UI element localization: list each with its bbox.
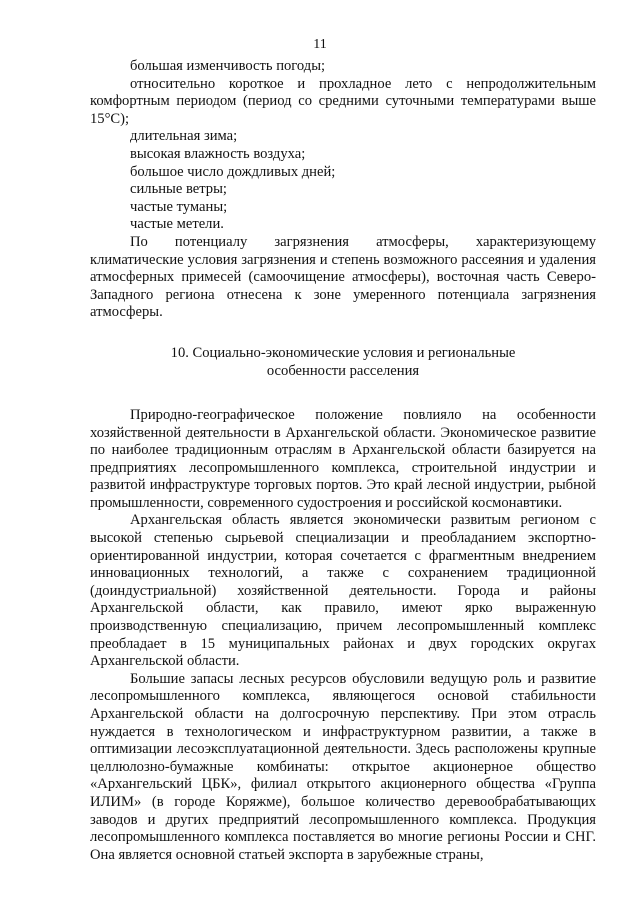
list-item: частые метели. (130, 216, 224, 233)
list-item: большая изменчивость погоды; (130, 58, 326, 74)
paragraph-pollution: По потенциалу загрязнения атмосферы, характеризующему климатические условия загрязнения и степень возможного рассеяния и удаления атмосферных примесей (самоочищение атмосферы), восточная часть Северо-Западного региона отнесена к зоне умеренного потенциала загрязнения атмосферы. (90, 233, 596, 321)
list-item: длительная зима; (130, 128, 238, 145)
list-item: большое число дождливых дней; (130, 163, 336, 180)
paragraph: Природно-географическое положение повлияло на особенности хозяйственной деятельности в Архангельской области. Экономическое развитие по наиболее традиционным отраслям в Архангельской области базируется на предприятиях лесопромышленного комплекса, строительной индустрии и развитой инфраструктуре торговых портов. Это край лесной индустрии, рыбной промышленности, современного судостроения и российской космонавтики. (90, 406, 596, 511)
section-title-line-1: 10. Социально-экономические условия и региональные (170, 344, 516, 361)
section-title-line-2: особенности расселения (266, 362, 420, 379)
page-number: 11 (313, 37, 327, 52)
list-item: высокая влажность воздуха; (130, 145, 306, 162)
paragraph: Архангельская область является экономически развитым регионом с высокой степенью сырьевой специализации и преобладанием экспортно-ориентированной индустрии, которая сочетается с фрагментным внедрением инновационных технологий, а также с сохранением традиционной (доиндустриальной) хозяйственной деятельности. Города и районы Архангельской области, как правило, имеют ярко выраженную производственную специализацию, причем лесопромышленный комплекс преобладает в 15 муниципальных районах и двух городских округах Архангельской области. (90, 512, 596, 670)
section-heading (90, 344, 596, 380)
page-content (90, 58, 596, 864)
list-item: сильные ветры; (130, 181, 227, 198)
list-item: относительно короткое и прохладное лето с непродолжительным комфортным периодом (период со средними суточными температурами выше 15°С); (90, 75, 596, 127)
list-item: частые туманы; (130, 198, 228, 215)
paragraph: Большие запасы лесных ресурсов обусловили ведущую роль и развитие лесопромышленного комплекса, являющегося основой стабильности Архангельской области на долгосрочную перспективу. При этом отрасль нуждается в технологическом и инфраструктурном развитии, а также в оптимизации лесоэксплуатационной деятельности. Здесь расположены крупные целлюлозно-бумажные комбинаты: открытое акционерное общество «Архангельский ЦБК», филиал открытого акционерного общества «Группа ИЛИМ» (в городе Коряжме), большое количество деревообрабатывающих заводов и других предприятий лесопромышленного комплекса. Продукция лесопромышленного комплекса поставляется во многие регионы России и СНГ. Она является основной статьей экспорта в зарубежные страны, (90, 670, 596, 863)
